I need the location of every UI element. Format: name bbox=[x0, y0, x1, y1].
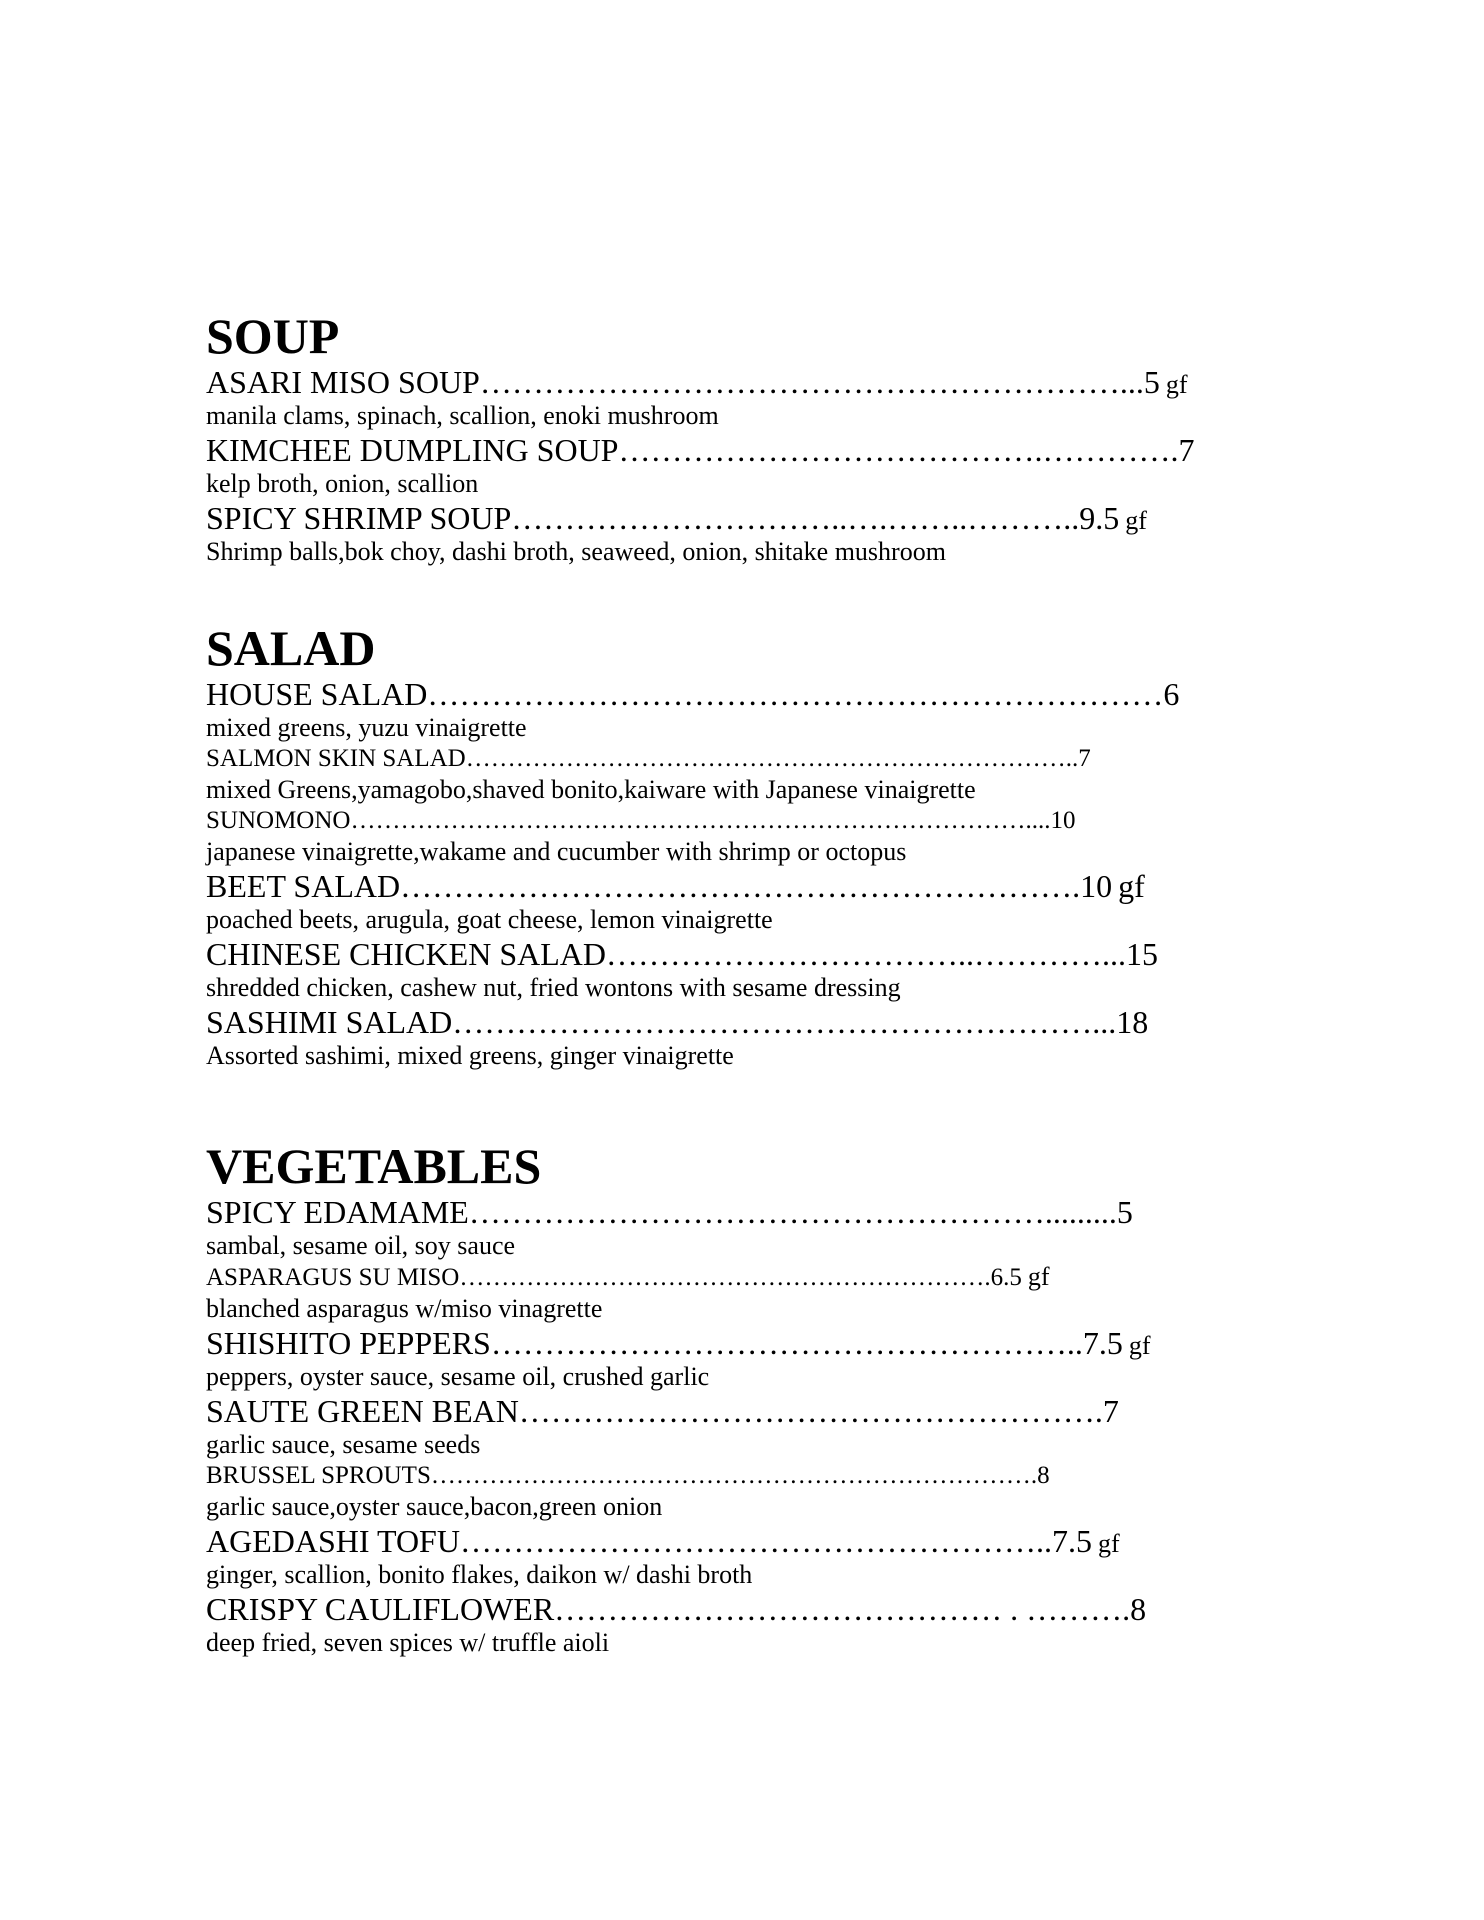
item-name: BEET SALAD bbox=[206, 868, 401, 904]
gf-tag: gf bbox=[1027, 1262, 1050, 1291]
dot-leader: ………………………………………………. bbox=[518, 1393, 1103, 1429]
item-description: mixed greens, yuzu vinaigrette bbox=[206, 713, 527, 742]
item-price: 7.5 bbox=[1051, 1523, 1092, 1559]
gf-tag: gf bbox=[1128, 1331, 1151, 1360]
gf-tag: gf bbox=[1125, 506, 1147, 535]
dot-leader: ………………………………………………......... bbox=[468, 1194, 1117, 1230]
dot-leader: ……………………………………………………………….. bbox=[465, 745, 1079, 772]
item-price: 8 bbox=[1037, 1462, 1050, 1489]
item-price: 10 bbox=[1050, 807, 1076, 834]
dot-leader: ……………………………………………………………………….... bbox=[350, 807, 1051, 834]
menu-item bbox=[206, 1194, 1266, 1262]
item-name: BRUSSEL SPROUTS bbox=[206, 1462, 431, 1489]
item-description: shredded chicken, cashew nut, fried wontons with sesame dressing bbox=[206, 973, 901, 1002]
menu-item bbox=[206, 364, 1266, 432]
item-description: manila clams, spinach, scallion, enoki mushroom bbox=[206, 401, 719, 430]
item-name: SPICY SHRIMP SOUP bbox=[206, 500, 512, 536]
item-name: HOUSE SALAD bbox=[206, 676, 428, 712]
item-name: KIMCHEE DUMPLING SOUP bbox=[206, 432, 619, 468]
menu-item bbox=[206, 744, 1266, 806]
item-price: 6.5 bbox=[990, 1264, 1022, 1291]
section-title: VEGETABLES bbox=[206, 1138, 542, 1194]
menu-item bbox=[206, 1523, 1266, 1591]
item-price: 7 bbox=[1078, 745, 1091, 772]
section-title: SALAD bbox=[206, 620, 376, 676]
gf-tag: gf bbox=[1165, 370, 1188, 399]
section-salad bbox=[206, 620, 1266, 1072]
item-price: 10 bbox=[1080, 868, 1113, 904]
dot-leader: …………………………..….……..……….. bbox=[511, 500, 1080, 536]
item-name: SPICY EDAMAME bbox=[206, 1194, 469, 1230]
menu-item bbox=[206, 1325, 1266, 1393]
item-description: peppers, oyster sauce, sesame oil, crushed garlic bbox=[206, 1362, 710, 1391]
item-price: 7 bbox=[1102, 1393, 1119, 1429]
dot-leader: ……………………………………………………... bbox=[479, 364, 1144, 400]
item-name: SUNOMONO bbox=[206, 807, 351, 834]
item-name: AGEDASHI TOFU bbox=[206, 1523, 460, 1559]
item-name: SHISHITO PEPPERS bbox=[206, 1325, 491, 1361]
menu-item bbox=[206, 1461, 1266, 1523]
item-description: kelp broth, onion, scallion bbox=[206, 469, 479, 498]
item-description: mixed Greens,yamagobo,shaved bonito,kaiware with Japanese vinaigrette bbox=[206, 775, 976, 804]
menu-item bbox=[206, 500, 1266, 568]
dot-leader: ………………………………….…………. bbox=[618, 432, 1179, 468]
menu-item bbox=[206, 1262, 1266, 1325]
menu-item bbox=[206, 1393, 1266, 1461]
menu-item bbox=[206, 432, 1266, 500]
menu-item bbox=[206, 1004, 1266, 1072]
dot-leader: ……………………………………………………... bbox=[452, 1004, 1117, 1040]
dot-leader: ……………………………………………….. bbox=[459, 1523, 1052, 1559]
dot-leader: …………………………………………………………… bbox=[427, 676, 1164, 712]
gf-tag: gf bbox=[1118, 868, 1145, 904]
dot-leader: …………………………………… . ………. bbox=[554, 1591, 1131, 1627]
item-description: Shrimp balls,bok choy, dashi broth, seaweed, onion, shitake mushroom bbox=[206, 537, 946, 566]
item-description: japanese vinaigrette,wakame and cucumber with shrimp or octopus bbox=[206, 837, 907, 866]
item-name: SAUTE GREEN BEAN bbox=[206, 1393, 519, 1429]
item-price: 5 bbox=[1116, 1194, 1133, 1230]
dot-leader: ………………………………………………………. bbox=[400, 868, 1081, 904]
item-name: ASARI MISO SOUP bbox=[206, 364, 480, 400]
item-price: 18 bbox=[1116, 1004, 1149, 1040]
item-name: CHINESE CHICKEN SALAD bbox=[206, 936, 606, 972]
gf-tag: gf bbox=[1097, 1529, 1120, 1558]
menu-item bbox=[206, 1591, 1266, 1659]
dot-leader: ………………………………………………………. bbox=[459, 1264, 991, 1291]
item-description: blanched asparagus w/miso vinagrette bbox=[206, 1294, 603, 1323]
item-price: 5 bbox=[1143, 364, 1160, 400]
item-description: garlic sauce,oyster sauce,bacon,green onion bbox=[206, 1492, 663, 1521]
item-price: 6 bbox=[1163, 676, 1180, 712]
section-vegetables bbox=[206, 1138, 1266, 1659]
item-description: garlic sauce, sesame seeds bbox=[206, 1430, 481, 1459]
item-name: CRISPY CAULIFLOWER bbox=[206, 1591, 555, 1627]
menu-item bbox=[206, 868, 1266, 936]
section-soup bbox=[206, 308, 1266, 568]
item-price: 15 bbox=[1126, 936, 1158, 972]
item-description: deep fried, seven spices w/ truffle aioli bbox=[206, 1628, 610, 1657]
menu-item bbox=[206, 806, 1266, 868]
item-name: SASHIMI SALAD bbox=[206, 1004, 453, 1040]
item-description: sambal, sesame oil, soy sauce bbox=[206, 1231, 516, 1260]
item-name: ASPARAGUS SU MISO bbox=[206, 1264, 460, 1291]
item-price: 7 bbox=[1178, 432, 1195, 468]
section-title: SOUP bbox=[206, 308, 340, 364]
dot-leader: ……………………………..…………... bbox=[606, 936, 1126, 972]
dot-leader: ………………………………………………………………. bbox=[430, 1462, 1038, 1489]
item-description: ginger, scallion, bonito flakes, daikon w/ dashi broth bbox=[206, 1560, 753, 1589]
menu-item bbox=[206, 936, 1266, 1004]
item-price: 7.5 bbox=[1082, 1325, 1123, 1361]
item-price: 8 bbox=[1130, 1591, 1147, 1627]
item-description: poached beets, arugula, goat cheese, lemon vinaigrette bbox=[206, 905, 773, 934]
item-price: 9.5 bbox=[1079, 500, 1120, 536]
item-description: Assorted sashimi, mixed greens, ginger vinaigrette bbox=[206, 1041, 734, 1070]
menu-item bbox=[206, 676, 1266, 744]
item-name: SALMON SKIN SALAD bbox=[206, 745, 466, 772]
dot-leader: ……………………………………………….. bbox=[490, 1325, 1083, 1361]
